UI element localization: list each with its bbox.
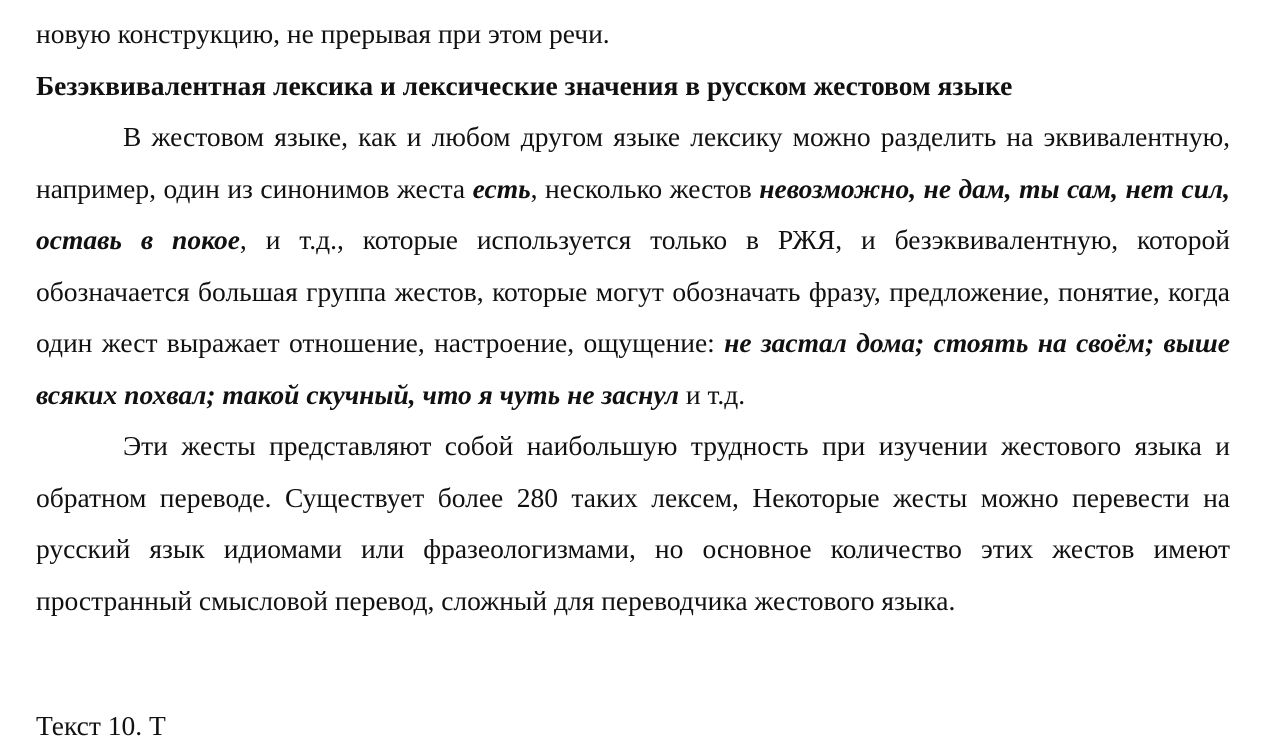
emphasis-example: есть bbox=[472, 172, 531, 204]
paragraph-text: , и т.д., которые используется только в РЖЯ, и безэквивалентную, которой обозначается большая группа жестов, которые могут обозначать фразу, предложение, понятие, когда один жест выражает отношение, настроение, ощущение: bbox=[36, 224, 1230, 358]
paragraph-lexicon bbox=[36, 111, 1230, 420]
paragraph-text: , несколько жестов bbox=[530, 172, 760, 204]
cut-off-line: Текст 10. Т bbox=[36, 710, 166, 741]
paragraph-difficulty: Эти жесты представляют собой наибольшую трудность при изучении жестового языка и обратном переводе. Существует более 280 таких лексем, Некоторые жесты можно перевести на русский язык идиомами или фразеологизмами, но основное количество этих жестов имеют пространный смысловой перевод, сложный для переводчика жестового языка. bbox=[36, 430, 1230, 616]
emphasis-example: невозможно, не дам, ты сам, нет сил, оставь в покое bbox=[36, 172, 1230, 255]
document-body bbox=[36, 8, 1230, 626]
paragraph-text: и т.д. bbox=[679, 378, 746, 410]
paragraph-text: В жестовом языке, как и любом другом языке лексику можно разделить на эквивалентную, например, один из синонимов жеста bbox=[36, 121, 1230, 204]
section-heading: Безэквивалентная лексика и лексические значения в русском жестовом языке bbox=[36, 69, 1013, 101]
continued-line: новую конструкцию, не прерывая при этом речи. bbox=[36, 18, 610, 49]
emphasis-example: не застал дома; стоять на своём; выше всяких похвал; такой скучный, что я чуть не заснул bbox=[36, 327, 1230, 410]
